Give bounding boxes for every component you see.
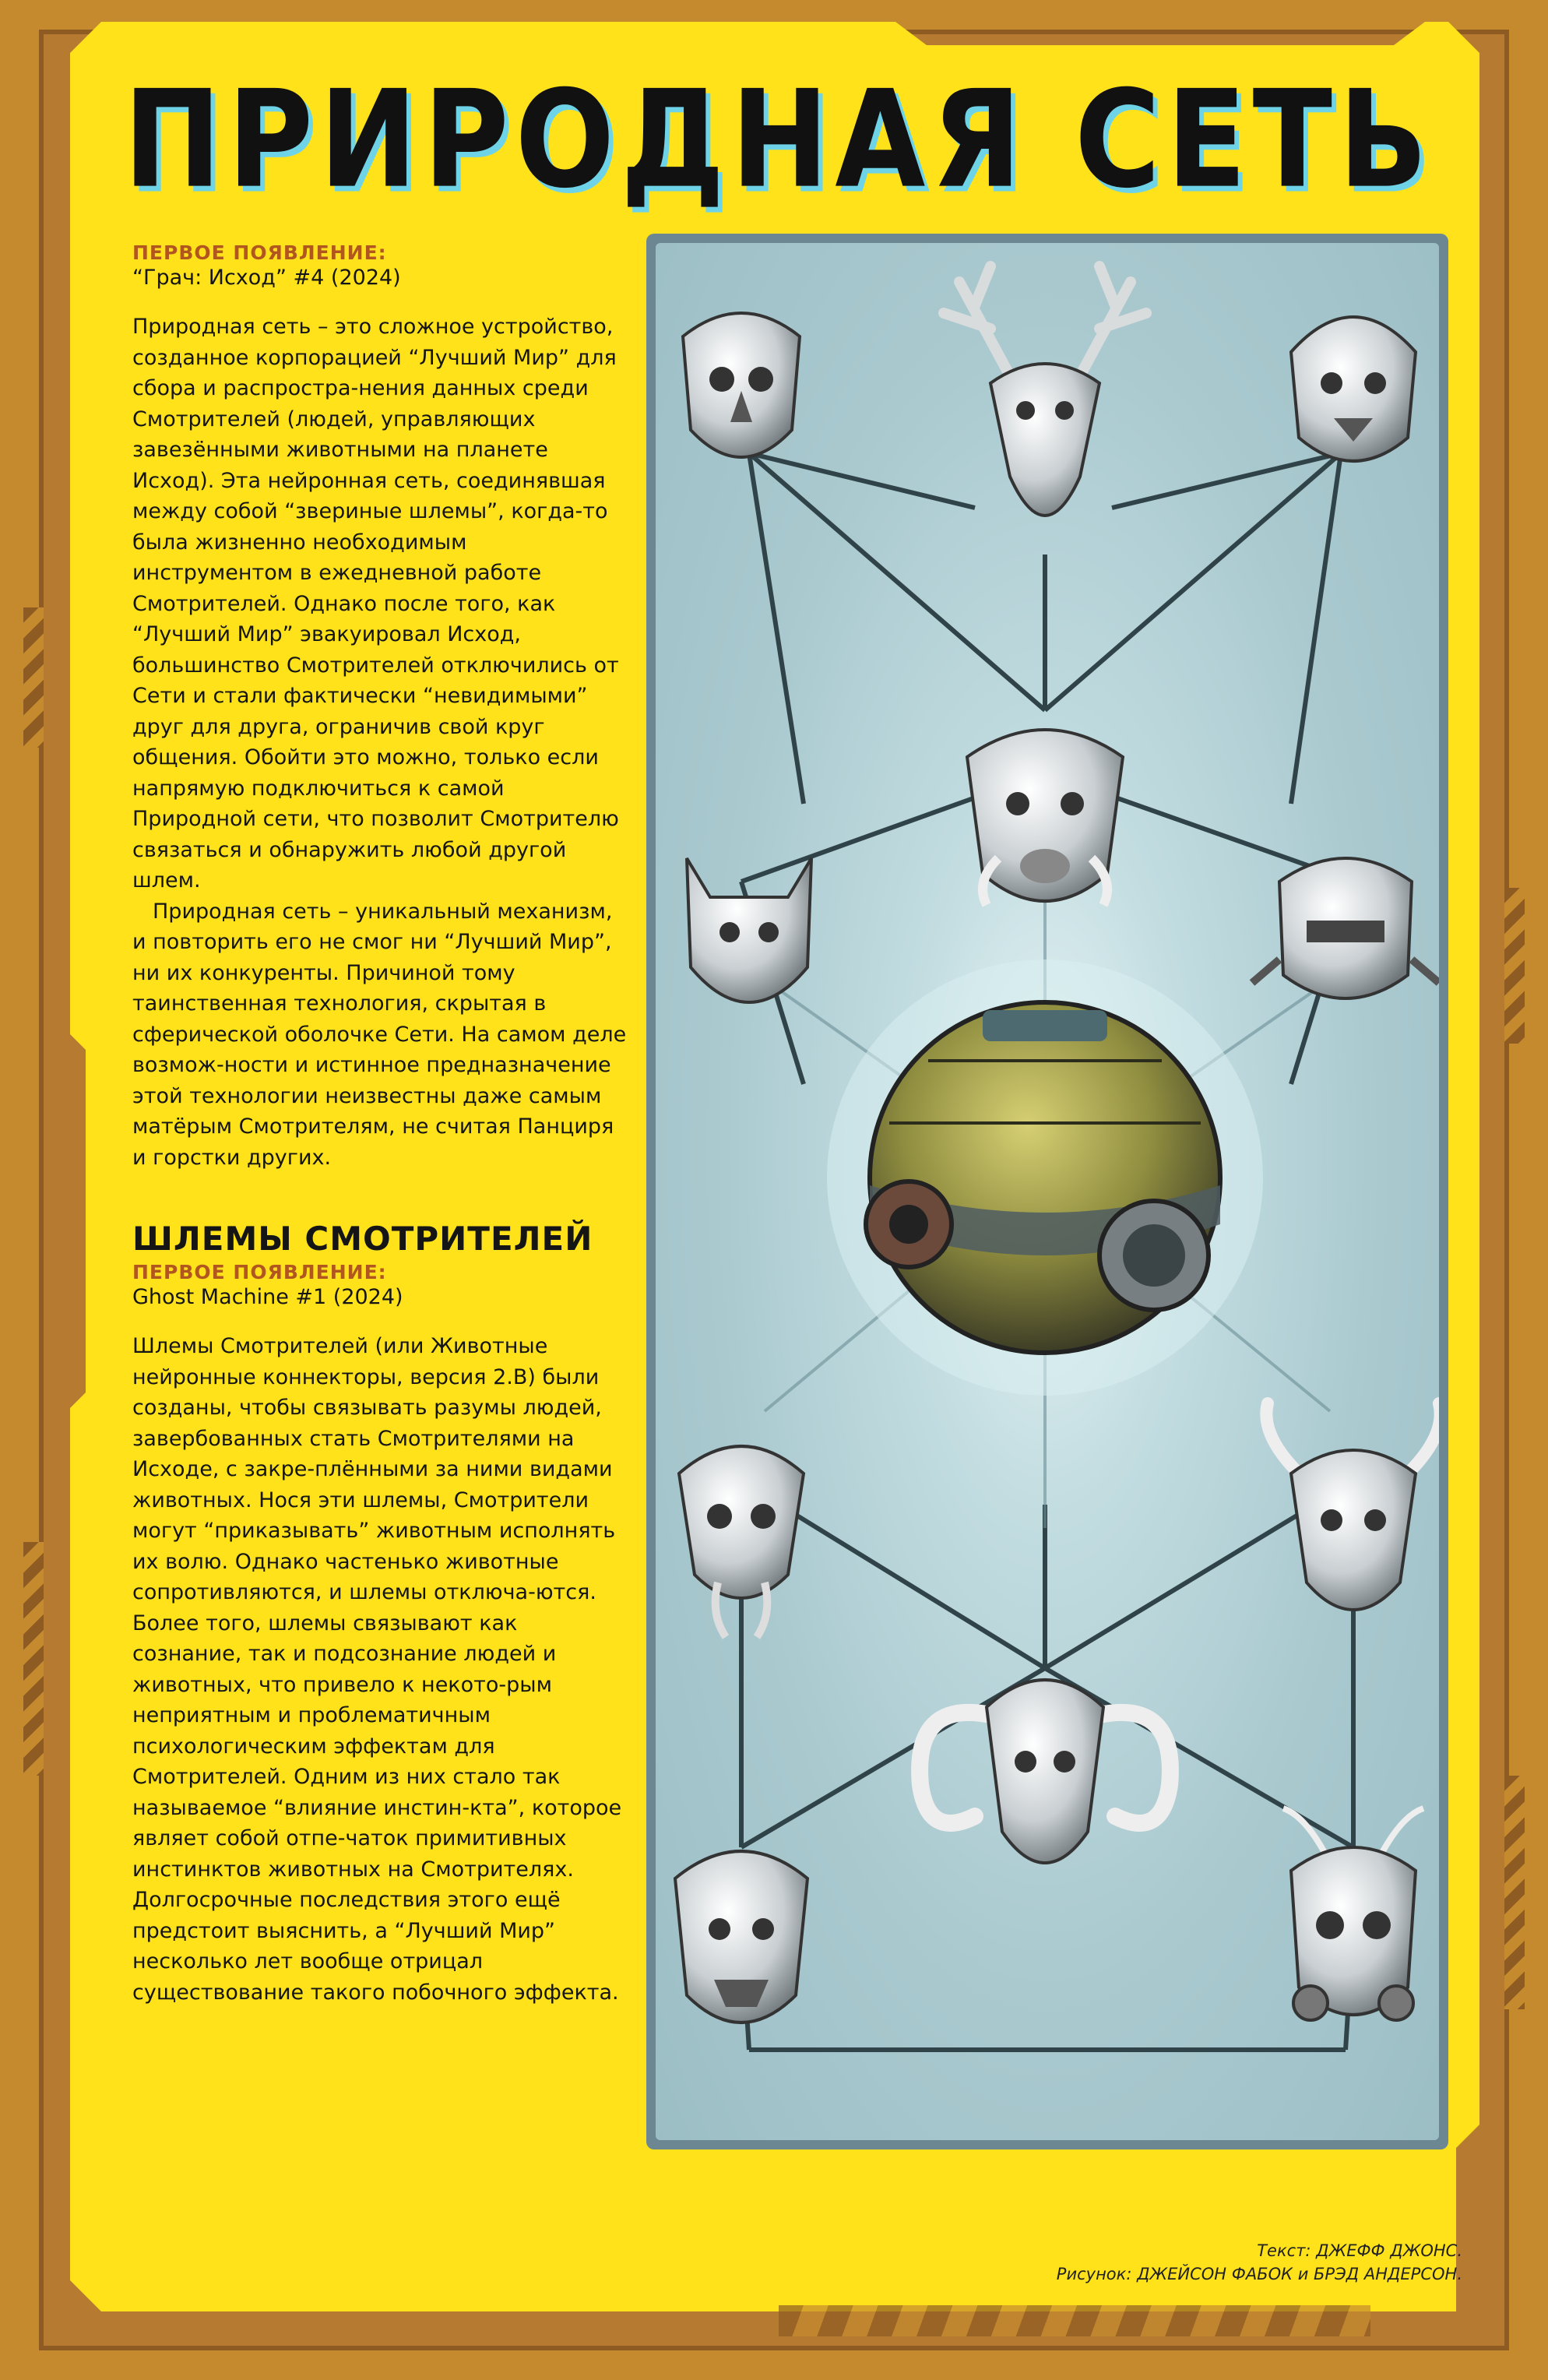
credits xyxy=(1057,2239,1462,2286)
credit-art: Рисунок: ДЖЕЙСОН ФАБОК и БРЭД АНДЕРСОН. xyxy=(1056,2265,1462,2283)
first-appearance-label: ПЕРВОЕ ПОЯВЛЕНИЕ: xyxy=(132,1261,387,1283)
bear-helmet-icon xyxy=(675,1851,807,2023)
network-sphere-icon xyxy=(827,959,1263,1396)
page-title: ПРИРОДНАЯ СЕТЬ xyxy=(123,62,1434,219)
lion-helmet-icon xyxy=(1291,317,1416,461)
hazard-stripe xyxy=(1504,888,1525,1044)
crab-helmet-icon xyxy=(1252,858,1439,998)
first-appearance-value: Ghost Machine #1 (2024) xyxy=(132,1285,403,1309)
section-heading: ШЛЕМЫ СМОТРИТЕЛЕЙ xyxy=(132,1220,593,1258)
bull-helmet-icon xyxy=(1266,1403,1439,1610)
paragraph: Природная сеть – уникальный механизм, и повторить его не смог ни “Лучший Мир”, ни их конкуренты. Причиной тому таинственная технология, скрытая в сферической оболочке Сети. На самом деле возмож-ности и истинное предназначение этой технологии неизвестны даже самым матёрым Смотрителям, не считая Панциря и горстки других. xyxy=(132,899,627,1170)
ram-helmet-icon xyxy=(920,1680,1170,1863)
nature-network-illustration xyxy=(656,243,1439,2140)
boar-helmet-icon xyxy=(967,730,1123,905)
illustration xyxy=(656,243,1439,2140)
body-text xyxy=(132,1331,631,2008)
text-column xyxy=(132,241,631,2008)
body-text xyxy=(132,312,631,1173)
owl-helmet-icon xyxy=(683,313,800,457)
illustration-frame xyxy=(646,234,1448,2149)
first-appearance-label: ПЕРВОЕ ПОЯВЛЕНИЕ: xyxy=(132,241,387,264)
first-appearance-value: “Грач: Исход” #4 (2024) xyxy=(132,266,401,290)
credit-text: Текст: ДЖЕФФ ДЖОНС. xyxy=(1257,2241,1462,2260)
hazard-stripe xyxy=(23,1542,44,1776)
bottom-tabs-decoration xyxy=(779,2305,1370,2336)
deer-helmet-icon xyxy=(944,266,1146,516)
paragraph: Природная сеть – это сложное устройство, созданное корпорацией “Лучший Мир” для сбора и распростра-нения данных среди Смотрителей (людей, управляющих завезёнными животными на планете Исход). Эта нейронная сеть, соединявшая между собой “звериные шлемы”, когда-то была жизненно необходимым инструментом в ежедневной работе Смотрителей. Однако после того, как “Лучший Мир” эвакуировал Исход, большинство Смотрителей отключились от Сети и стали фактически “невидимыми” друг для друга, ограничив свой круг общения. Обойти это можно, только если напрямую подключиться к самой Природной сети, что позволит Смотрителю связаться и обнаружить любой другой шлем. xyxy=(132,315,619,892)
paragraph: Шлемы Смотрителей (или Животные нейронные коннекторы, версия 2.В) были созданы, чтобы связывать разумы людей, завербованных стать Смотрителями на Исходе, с закре-плёнными за ними видами животных. Нося эти шлемы, Смотрители могут “приказывать” животным исполнять их волю. Однако частенько животные сопротивляются, и шлемы отключа-ются. Более того, шлемы связывают как сознание, так и подсознание людей и животных, что привело к некото-рым неприятным и проблематичным психологическим эффектам для Смотрителей. Одним из них стало так называемое “влияние инстин-кта”, которое являет собой отпе-чаток примитивных инстинктов животных на Смотрителях. Долгосрочные последствия этого ещё предстоит выяснить, а “Лучший Мир” несколько лет вообще отрицал существование такого побочного эффекта. xyxy=(132,1334,622,2005)
hazard-stripe xyxy=(1504,1776,1525,2009)
hazard-stripe xyxy=(23,607,44,748)
